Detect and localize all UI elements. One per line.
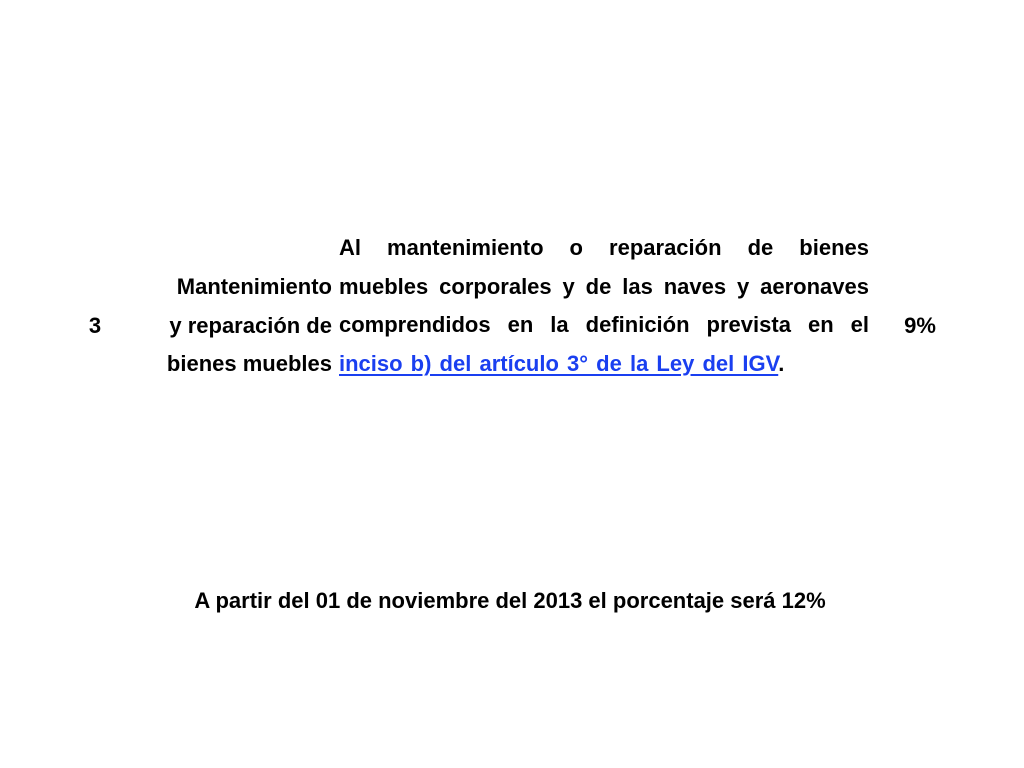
description-text: Al mantenimiento o reparación de bienes muebles corporales y de las naves y aeronaves comprendidos en la definición prevista en el: [339, 235, 869, 337]
igv-law-link[interactable]: inciso b) del artículo 3° de la Ley del IGV: [339, 350, 779, 376]
service-name-line: bienes muebles: [166, 351, 332, 376]
service-description: [339, 229, 869, 383]
rate-change-note: A partir del 01 de noviembre del 2013 el porcentaje será 12%: [194, 588, 826, 613]
rate-value: 9%: [904, 313, 936, 338]
row-number: 3: [88, 313, 102, 338]
service-name-line: Mantenimiento: [176, 274, 332, 299]
description-period: .: [778, 350, 785, 376]
service-name-line: y reparación de: [169, 312, 332, 338]
service-name: [128, 268, 332, 384]
